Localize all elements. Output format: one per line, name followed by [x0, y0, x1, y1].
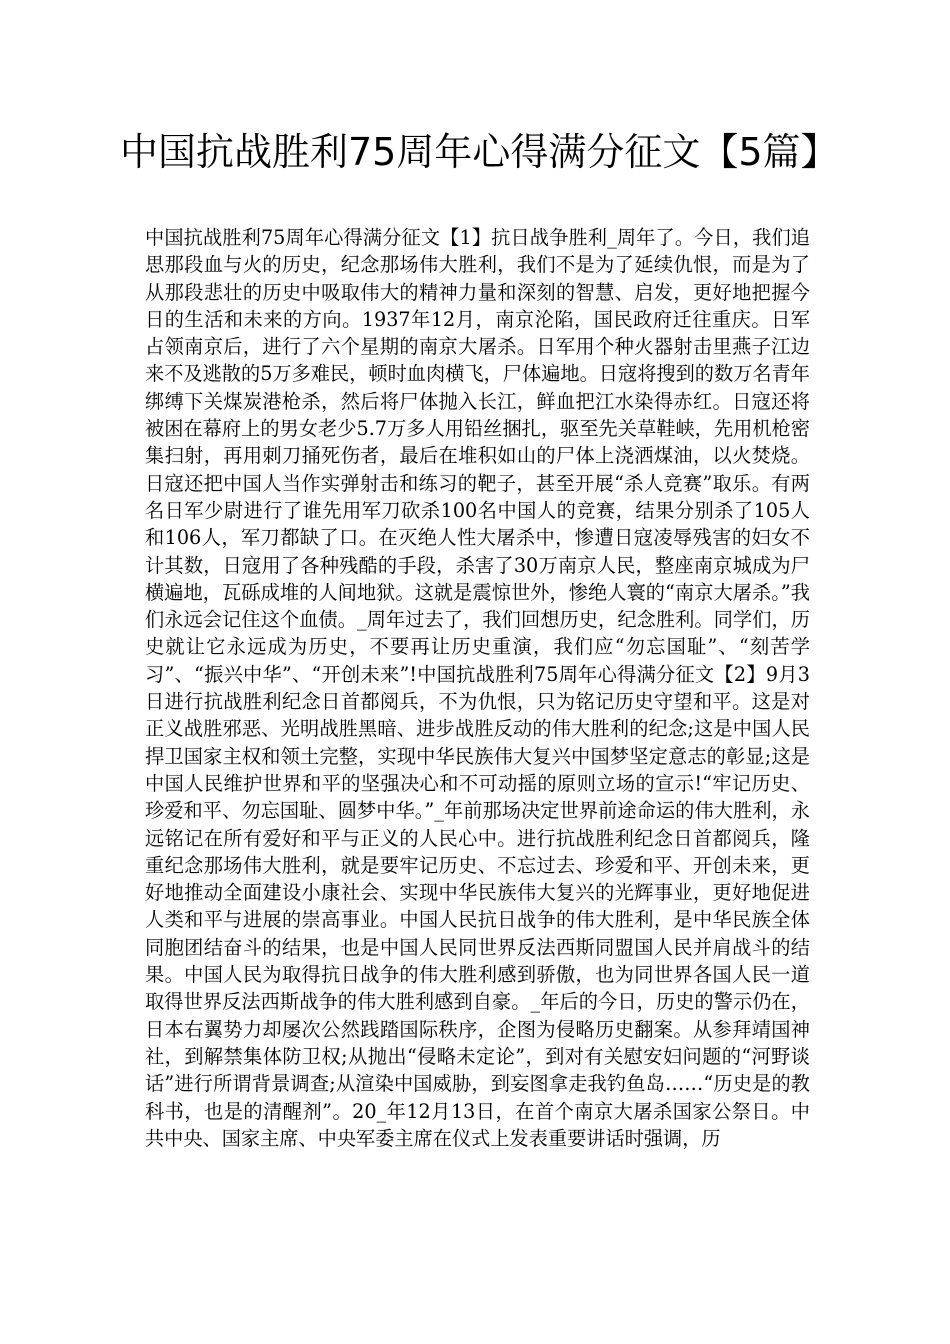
document-title: 中国抗战胜利75周年心得满分征文【5篇】 — [120, 130, 839, 174]
document-body-text: 中国抗战胜利75周年心得满分征文【1】抗日战争胜利_周年了。今日，我们追思那段血与火的历史，纪念那场伟大胜利，我们不是为了延续仇恨，而是为了从那段悲壮的历史中吸取伟大的精神力量和深刻的智慧、启发，更好地把握今日的生活和未来的方向。1937年12月，南京沦陷，国民政府迁往重庆。日军占领南京后，进行了六个星期的南京大屠杀。日军用个种火器射击里燕子江边来不及逃散的5万多难民，顿时血肉横飞，尸体遍地。日寇将搜到的数万名青年绑缚下关煤炭港枪杀，然后将尸体抛入长江，鲜血把江水染得赤红。日寇还将被困在幕府上的男女老少5.7万多人用铅丝捆扎，驱至先关草鞋峡，先用机枪密集扫射，再用刺刀捅死伤者，最后在堆积如山的尸体上浇洒煤油，以火焚烧。日寇还把中国人当作实弹射击和练习的靶子，甚至开展“杀人竞赛”取乐。有两名日军少尉进行了谁先用军刀砍杀100名中国人的竞赛，结果分别杀了105人和106人，军刀都缺了口。在灭绝人性大屠杀中，惨遭日寇凌辱残害的妇女不计其数，日寇用了各种残酷的手段，杀害了30万南京人民，整座南京城成为尸横遍地，瓦砾成堆的人间地狱。这就是震惊世外，惨绝人寰的“南京大屠杀。”我们永远会记住这个血债。_周年过去了，我们回想历史，纪念胜利。同学们，历史就让它永远成为历史，不要再让历史重演，我们应“勿忘国耻”、“刻苦学习”、“振兴中华”、“开创未来”!中国抗战胜利75周年心得满分征文【2】9月3日进行抗战胜利纪念日首都阅兵，不为仇恨，只为铭记历史守望和平。这是对正义战胜邪恶、光明战胜黑暗、进步战胜反动的伟大胜利的纪念;这是中国人民捍卫国家主权和领土完整，实现中华民族伟大复兴中国梦坚定意志的彰显;这是中国人民维护世界和平的坚强决心和不可动摇的原则立场的宣示!“牢记历史、珍爱和平、勿忘国耻、圆梦中华。”_年前那场决定世界前途命运的伟大胜利，永远铭记在所有爱好和平与正义的人民心中。进行抗战胜利纪念日首都阅兵，隆重纪念那场伟大胜利，就是要牢记历史、不忘过去、珍爱和平、开创未来，更好地推动全面建设小康社会、实现中华民族伟大复兴的光辉事业，更好地促进人类和平与进展的崇高事业。中国人民抗日战争的伟大胜利，是中华民族全体同胞团结奋斗的结果，也是中国人民同世界反法西斯同盟国人民并肩战斗的结果。中国人民为取得抗日战争的伟大胜利感到骄傲，也为同世界各国人民一道取得世界反法西斯战争的伟大胜利感到自豪。_年后的今日，历史的警示仍在，日本右翼势力却屡次公然践踏国际秩序，企图为侵略历史翻案。从参拜靖国神社，到解禁集体防卫权;从抛出“侵略未定论”，到对有关慰安妇问题的“河野谈话”进行所谓背景调查;从渲染中国威胁，到妄图拿走我钓鱼岛……“历史是的教科书，也是的清醒剂”。20_年12月13日，在首个南京大屠杀国家公祭日。中共中央、国家主席、中央军委主席在仪式上发表重要讲话时强调，历 — [145, 226, 810, 1150]
